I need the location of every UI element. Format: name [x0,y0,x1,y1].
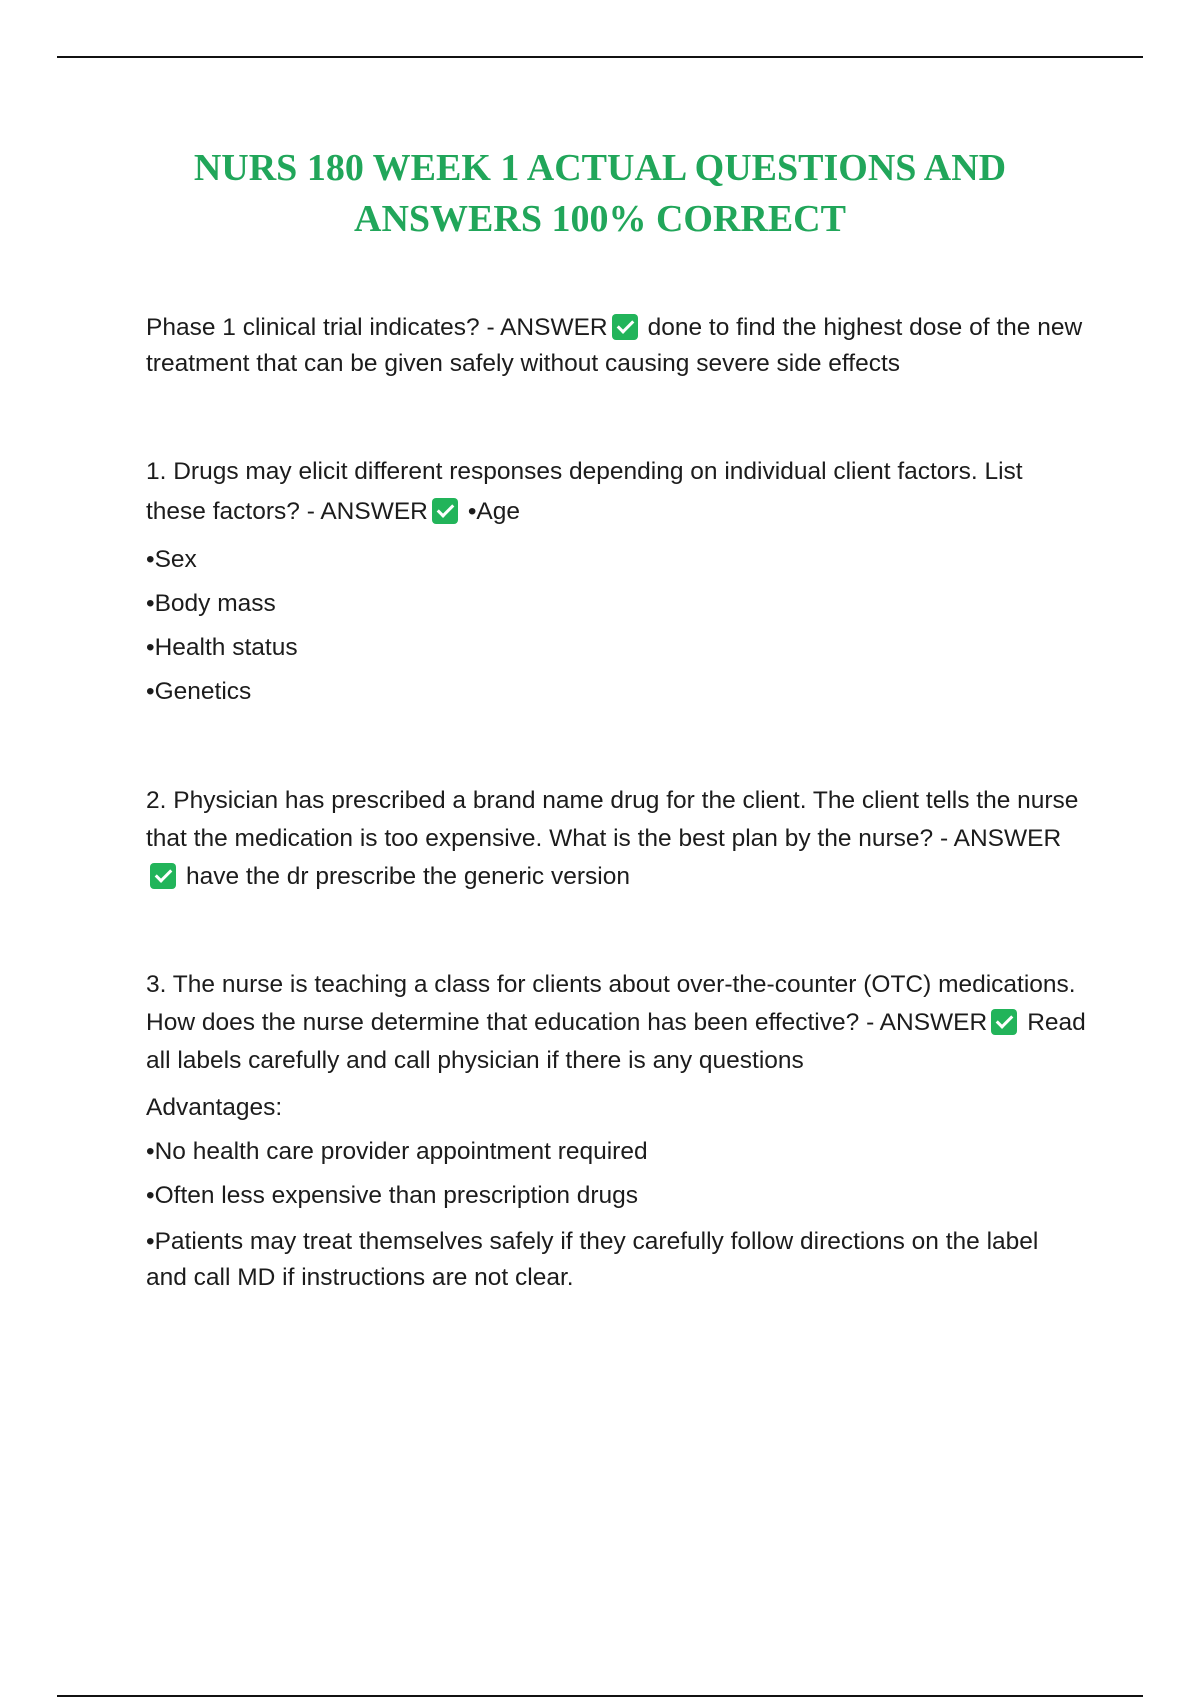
answer-label: - ANSWER [940,825,1062,852]
qa-paragraph [146,966,1086,1080]
answer-label: - ANSWER [306,498,428,525]
answer-text: Read all labels carefully and call physician if there is any questions [146,1009,1086,1074]
question-text: 1. Drugs may elicit different responses depending on individual client factors. List these factors? [146,458,1023,525]
qa-item-3 [146,966,1086,1296]
green-check-box-icon [991,1009,1017,1035]
list-item: •Often less expensive than prescription drugs [146,1182,639,1209]
question-text: 3. The nurse is teaching a class for clients about over-the-counter (OTC) medications. How does the nurse determine that education has been effective? [146,971,1076,1036]
answer-text: •Age [467,498,521,525]
answer-text: have the dr prescribe the generic version [186,863,630,890]
answer-label: - ANSWER [486,314,608,341]
answer-text: done to find the highest dose of the new treatment that can be given safely without causing severe side effects [146,314,1083,377]
list-item: •Health status [146,634,298,661]
green-check-box-icon [432,498,458,524]
list-item: •No health care provider appointment required [146,1138,648,1165]
qa-paragraph [146,310,1086,382]
qa-list [146,310,1086,1296]
header-rule [57,56,1143,58]
green-check-box-icon [150,863,176,889]
subheading-advantages: Advantages: [146,1094,283,1121]
qa-item-phase1 [146,310,1086,382]
list-item: •Genetics [146,678,252,705]
list-item: •Patients may treat themselves safely if they carefully follow directions on the label and call MD if instructions are not clear. [146,1228,1039,1291]
qa-paragraph [146,452,1086,532]
list-item: •Sex [146,546,197,573]
title-line-1: NURS 180 WEEK 1 ACTUAL QUESTIONS AND [193,147,1007,189]
question-text: 2. Physician has prescribed a brand name drug for the client. The client tells the nurse that the medication is too expensive. What is the best plan by the nurse? [146,787,1079,852]
qa-item-2 [146,782,1086,896]
qa-paragraph [146,782,1086,896]
question-text: Phase 1 clinical trial indicates? [146,314,480,341]
title-line-2: ANSWERS 100% CORRECT [354,198,846,240]
list-item: •Body mass [146,590,276,617]
footer-rule [57,1695,1143,1697]
qa-item-1 [146,452,1086,714]
green-check-box-icon [612,314,638,340]
answer-label: - ANSWER [866,1009,988,1036]
document-title [120,143,1080,245]
